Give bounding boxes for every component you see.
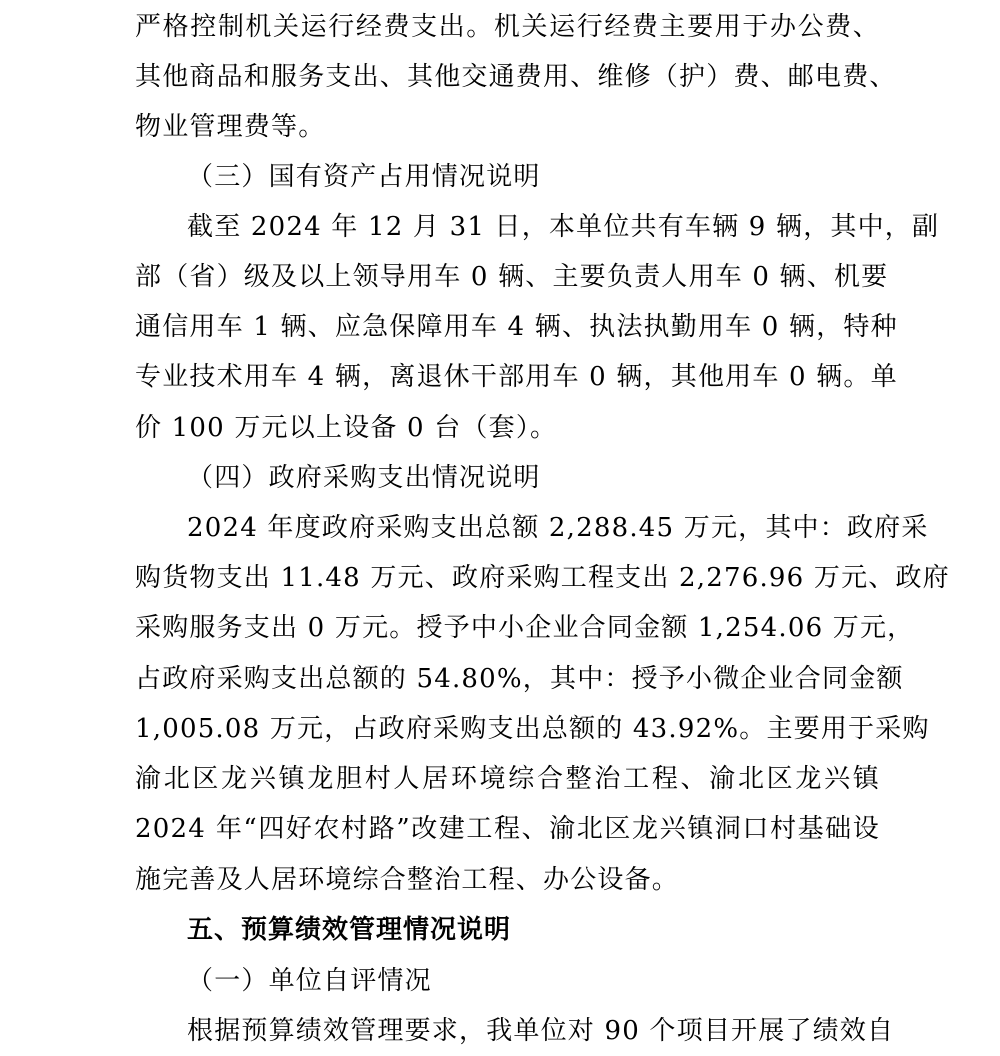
paragraph-line: 2024 年“四好农村路”改建工程、渝北区龙兴镇洞口村基础设 bbox=[135, 814, 880, 844]
paragraph-line: 占政府采购支出总额的 54.80%，其中：授予小微企业合同金额 bbox=[135, 664, 904, 694]
chapter-heading-performance: 五、预算绩效管理情况说明 bbox=[187, 915, 512, 945]
section-heading-procurement: （四）政府采购支出情况说明 bbox=[187, 463, 541, 493]
paragraph-line: 2024 年度政府采购支出总额 2,288.45 万元，其中：政府采 bbox=[187, 513, 929, 543]
paragraph-line: 购货物支出 11.48 万元、政府采购工程支出 2,276.96 万元、政府 bbox=[135, 563, 950, 593]
paragraph-line: 严格控制机关运行经费支出。机关运行经费主要用于办公费、 bbox=[135, 12, 880, 42]
paragraph-line: 根据预算绩效管理要求，我单位对 90 个项目开展了绩效自 bbox=[187, 1016, 895, 1046]
paragraph-line: 施完善及人居环境综合整治工程、办公设备。 bbox=[135, 865, 680, 895]
section-heading-self-evaluation: （一）单位自评情况 bbox=[187, 966, 432, 996]
paragraph-line: 其他商品和服务支出、其他交通费用、维修（护）费、邮电费、 bbox=[135, 62, 897, 92]
paragraph-line: 专业技术用车 4 辆，离退休干部用车 0 辆，其他用车 0 辆。单 bbox=[135, 362, 898, 392]
paragraph-line: 渝北区龙兴镇龙胆村人居环境综合整治工程、渝北区龙兴镇 bbox=[135, 764, 880, 794]
paragraph-line: 物业管理费等。 bbox=[135, 112, 326, 142]
paragraph-line: 价 100 万元以上设备 0 台（套）。 bbox=[135, 413, 558, 443]
paragraph-line: 1,005.08 万元，占政府采购支出总额的 43.92%。主要用于采购 bbox=[135, 714, 930, 744]
paragraph-line: 采购服务支出 0 万元。授予中小企业合同金额 1,254.06 万元， bbox=[135, 613, 915, 643]
paragraph-line: 通信用车 1 辆、应急保障用车 4 辆、执法执勤用车 0 辆，特种 bbox=[135, 312, 898, 342]
section-heading-assets: （三）国有资产占用情况说明 bbox=[187, 162, 541, 192]
paragraph-line: 截至 2024 年 12 月 31 日，本单位共有车辆 9 辆，其中，副 bbox=[187, 212, 940, 242]
paragraph-line: 部（省）级及以上领导用车 0 辆、主要负责人用车 0 辆、机要 bbox=[135, 262, 889, 292]
